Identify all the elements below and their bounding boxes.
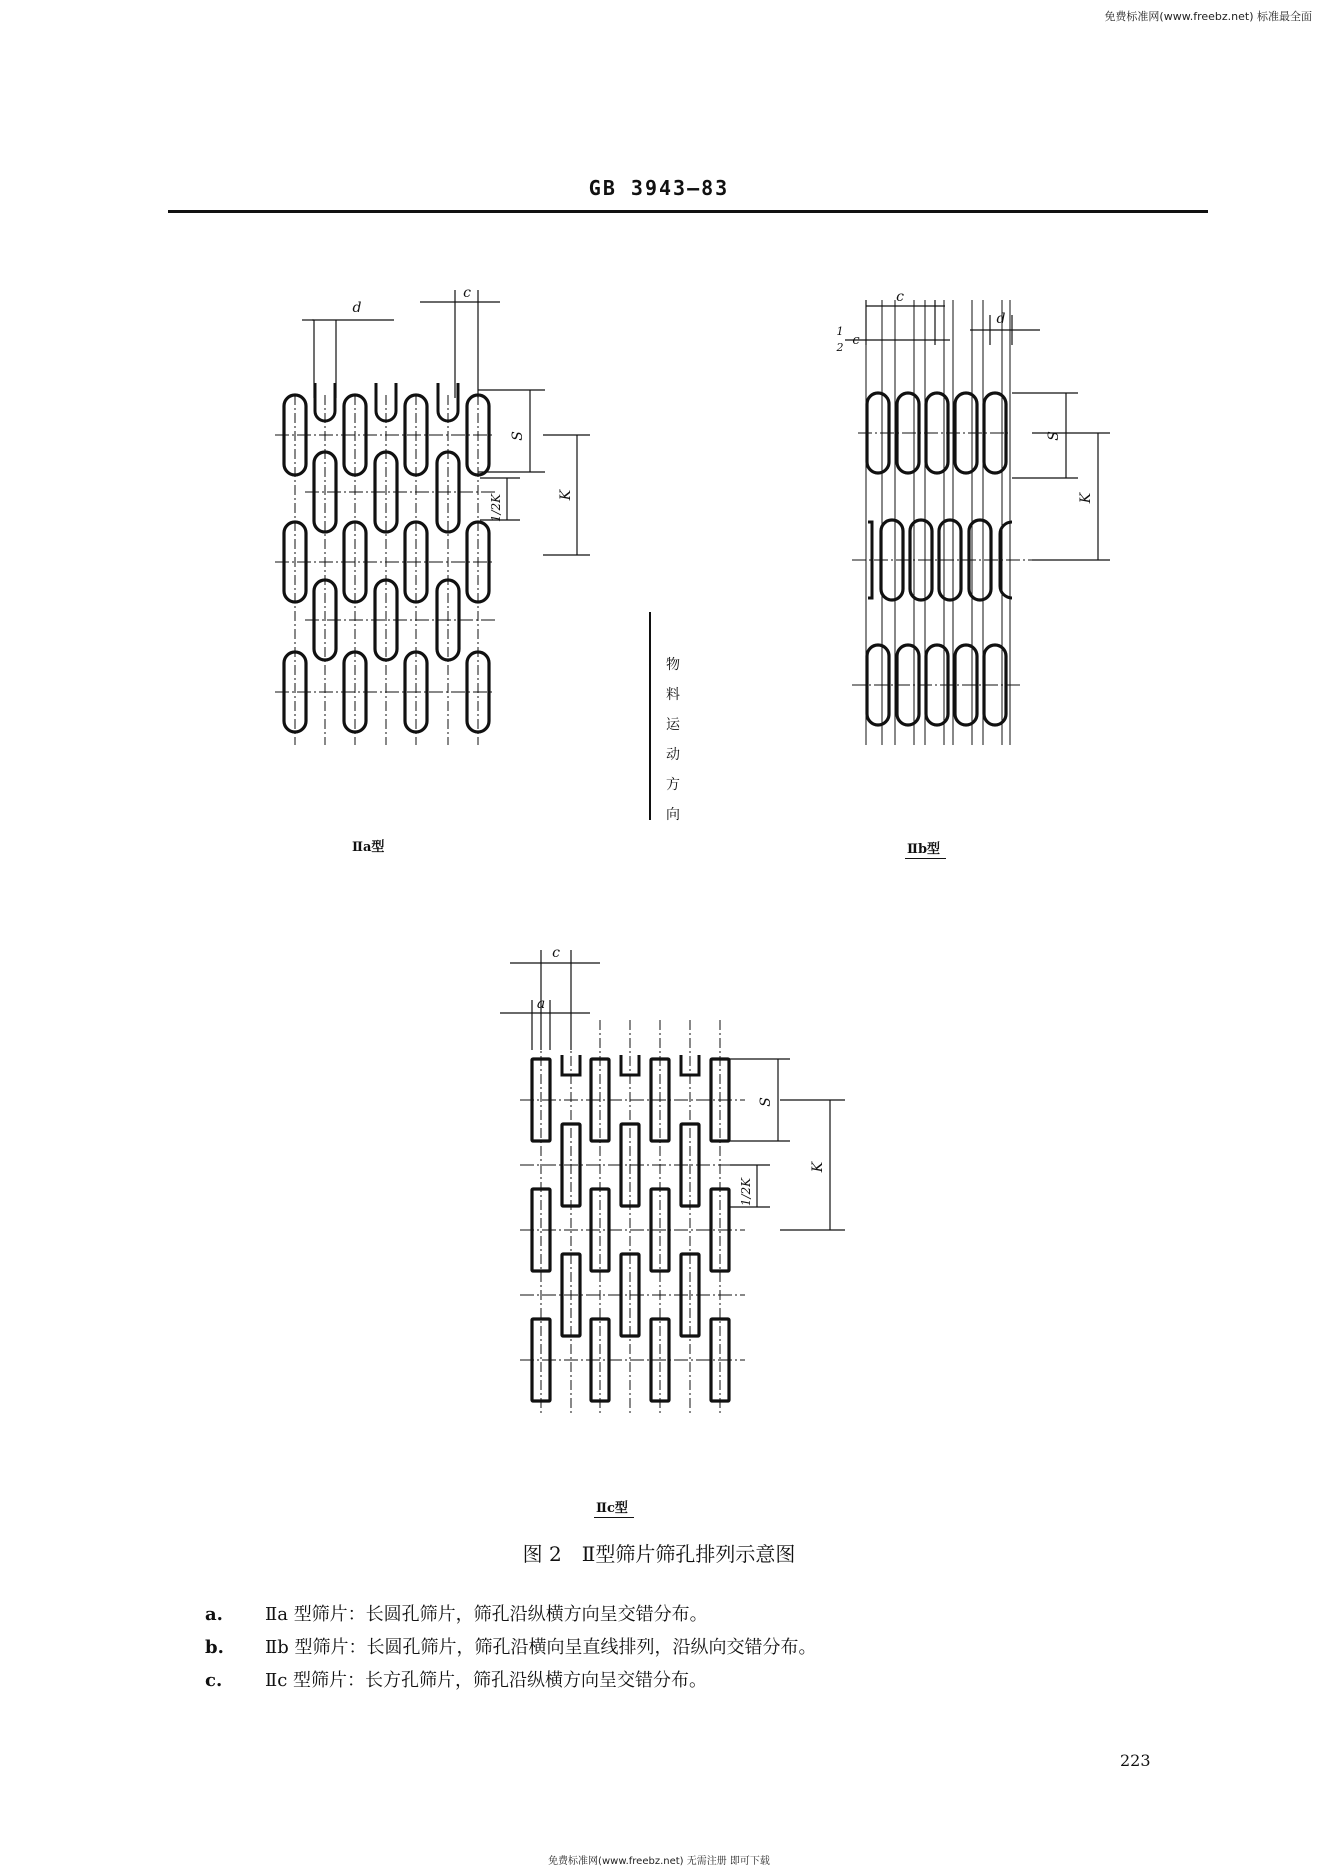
dim-label-k: K xyxy=(1078,492,1094,504)
dim-label-half-k: 1/2K xyxy=(489,493,503,523)
list-item-b xyxy=(205,1633,816,1659)
figure-c-label: Ⅱc型 xyxy=(594,1497,634,1518)
dim-label-s: S xyxy=(1046,431,1062,441)
page-number: 223 xyxy=(1120,1751,1151,1770)
direction-char: 料 xyxy=(666,687,680,703)
dim-label-s: S xyxy=(758,1097,774,1107)
list-item-c xyxy=(205,1666,707,1692)
dim-label-c: c xyxy=(463,285,471,301)
item-text: Ⅱc 型筛片：长方孔筛片，筛孔沿纵横方向呈交错分布。 xyxy=(265,1670,708,1691)
dim-label-s: S xyxy=(510,431,526,441)
direction-char: 运 xyxy=(666,717,680,733)
direction-char: 向 xyxy=(666,807,680,823)
dim-label-a: a xyxy=(536,996,546,1012)
dim-label-c: c xyxy=(896,289,904,305)
list-item-a xyxy=(205,1600,708,1626)
dim-label-d: d xyxy=(352,300,362,316)
item-marker: b. xyxy=(205,1637,224,1658)
dim-label-half-c-num: 1 xyxy=(836,325,844,338)
direction-char: 动 xyxy=(666,747,680,763)
item-marker: a. xyxy=(205,1604,223,1625)
figure-a-drawing xyxy=(275,285,590,745)
dim-label-half-c: c xyxy=(852,333,860,348)
dim-label-k: K xyxy=(558,489,574,501)
item-marker: c. xyxy=(205,1670,223,1691)
direction-char: 物 xyxy=(666,657,680,673)
dim-label-c: c xyxy=(552,945,560,961)
document-header: GB 3943—83 xyxy=(588,176,730,200)
dim-label-k: K xyxy=(810,1161,826,1173)
dim-label-half-c-den: 2 xyxy=(836,341,844,354)
material-direction-label xyxy=(663,650,683,830)
figure-b-label: Ⅱb型 xyxy=(905,838,946,859)
figure-c-drawing xyxy=(500,945,845,1415)
dim-label-half-k: 1/2K xyxy=(739,1177,753,1207)
figure-a-label: Ⅱa型 xyxy=(352,840,385,855)
figure-b-drawing xyxy=(836,289,1111,745)
item-text: Ⅱb 型筛片：长圆孔筛片，筛孔沿横向呈直线排列，沿纵向交错分布。 xyxy=(265,1637,817,1658)
direction-char: 方 xyxy=(666,777,680,793)
figure-caption: 图 2 Ⅱ型筛片筛孔排列示意图 xyxy=(522,1542,796,1566)
watermark-bottom: 免费标准网(www.freebz.net) 无需注册 即可下载 xyxy=(548,1856,770,1867)
item-text: Ⅱa 型筛片：长圆孔筛片，筛孔沿纵横方向呈交错分布。 xyxy=(265,1604,708,1625)
dim-label-d: d xyxy=(996,311,1006,327)
watermark-top: 免费标准网(www.freebz.net) 标准最全面 xyxy=(1104,10,1312,23)
